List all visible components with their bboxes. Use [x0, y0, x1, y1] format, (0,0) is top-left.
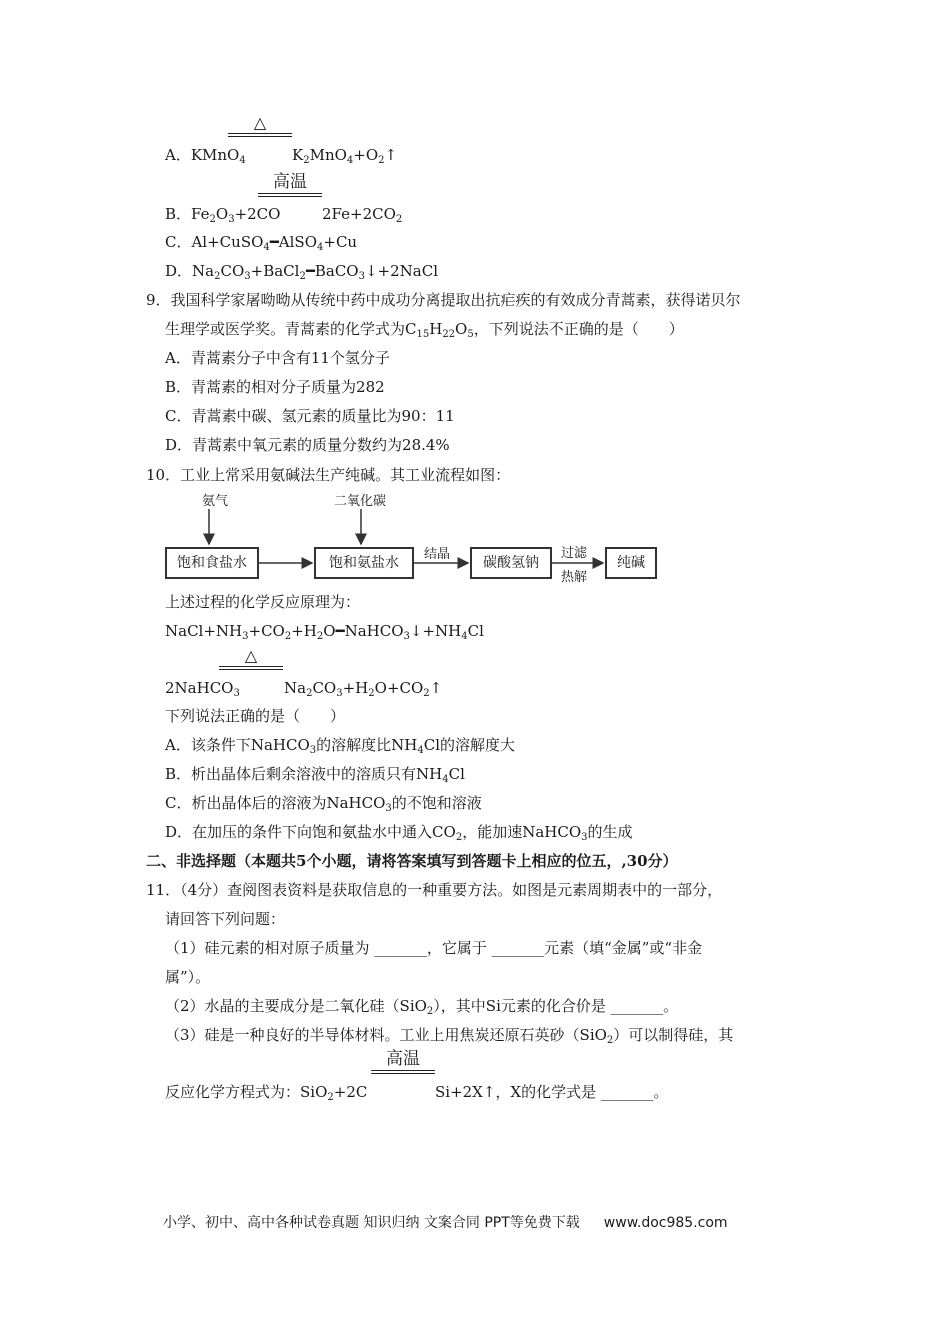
delta-symbol: △	[253, 113, 267, 132]
q9-option-b: B．青蒿素的相对分子质量为282	[165, 378, 385, 396]
q10-option-b: B．析出晶体后剩余溶液中的溶质只有$NH_4Cl$	[165, 765, 465, 785]
q10-option-d: D．在加压的条件下向饱和氨盐水中通入$CO_2$，能加速NaHCO$_3$的生成	[165, 823, 633, 843]
flow-box-saturated-ammonia-brine: 饱和氨盐水	[314, 547, 414, 579]
q10-equation-2-lhs: 2NaHCO$_3$	[165, 679, 240, 699]
heating-condition	[219, 647, 283, 670]
high-temp-condition: 高温	[371, 1049, 435, 1074]
q9-option-c: C．青蒿素中碳、氢元素的质量比为90：11	[165, 407, 455, 425]
q9-option-a: A．青蒿素分子中含有11个氢分子	[165, 349, 390, 367]
footer-text: 小学、初中、高中各种试卷真题 知识归纳 文案合同 PPT等免费下载	[163, 1215, 580, 1231]
q11-part2: （2）水晶的主要成分是二氧化硅（SiO$_2$），其中Si元素的化合价是 _______。	[165, 997, 679, 1017]
q10-principle: 上述过程的化学反应原理为：	[165, 593, 361, 611]
q8-option-a-products: $K_2MnO_4+O_2↑$	[292, 146, 398, 166]
equals-bar	[371, 1070, 435, 1074]
delta-symbol: △	[244, 646, 258, 665]
flow-box-saturated-brine: 饱和食盐水	[165, 547, 259, 579]
flow-box-soda-ash: 纯碱	[605, 547, 657, 579]
q8-option-b-products: $2Fe+2CO_2$	[322, 205, 403, 225]
q9-stem-line1: 9．我国科学家屠呦呦从传统中药中成功分离提取出抗疟疾的有效成分青蒿素，获得诺贝尔	[146, 291, 741, 309]
q11-part3-line2: 反应化学方程式为：SiO$_2$+2C	[165, 1083, 368, 1103]
q11-part3-products: Si+2X↑，X的化学式是 _______。	[435, 1083, 669, 1101]
q11-part1-line1: （1）硅元素的相对原子质量为 _______，它属于 _______元素（填“金属”或“非金	[165, 939, 703, 957]
high-temp-condition: 高温	[258, 172, 322, 197]
q11-part1-line2: 属”）。	[165, 968, 211, 986]
flow-input-ammonia: 氨气	[202, 494, 229, 509]
q11-stem-line1: 11．（4分）查阅图表资料是获取信息的一种重要方法。如图是元素周期表中的一部分，	[146, 881, 723, 899]
flow-label-filter: 过滤	[561, 546, 588, 561]
equals-bar	[219, 666, 283, 670]
q10-equation-2-rhs: $Na_2CO_3+H_2O+CO_2↑$	[284, 679, 443, 699]
q10-option-a: A．该条件下NaHCO$_3$的溶解度比$NH_4Cl$的溶解度大	[165, 736, 516, 756]
flow-label-crystallize: 结晶	[424, 547, 451, 562]
flow-box-sodium-bicarbonate: 碳酸氢钠	[470, 547, 552, 579]
q8-option-a: A．KMnO$_4$	[165, 146, 246, 166]
q8-option-c: C．Al+CuSO$_4$━AlSO$_4$+Cu	[165, 233, 358, 253]
flow-label-pyrolysis: 热解	[561, 570, 588, 585]
q9-stem-line2: 生理学或医学奖。青蒿素的化学式为$C_{15}H_{22}O_5$，下列说法不正确的是（ ）	[165, 320, 684, 340]
flow-arrows	[0, 0, 950, 600]
q8-option-b: B．$Fe_2O_3+2CO$	[165, 205, 281, 225]
q9-option-d: D．青蒿素中氧元素的质量分数约为28.4%	[165, 436, 450, 454]
page-footer	[163, 1212, 728, 1232]
footer-url[interactable]: www.doc985.com	[603, 1215, 728, 1231]
q10-stem: 10．工业上常采用氨碱法生产纯碱。其工业流程如图：	[146, 466, 511, 484]
flow-input-co2: 二氧化碳	[334, 494, 387, 509]
q10-ask: 下列说法正确的是（ ）	[165, 707, 346, 725]
q8-option-d: D．$Na_2CO_3+BaCl_2━BaCO_3↓+2NaCl$	[165, 262, 439, 282]
q11-part3-line1: （3）硅是一种良好的半导体材料。工业上用焦炭还原石英砂（SiO$_2$）可以制得硅，其	[165, 1026, 734, 1046]
q10-option-c: C．析出晶体后的溶液为NaHCO$_3$的不饱和溶液	[165, 794, 482, 814]
section-heading: 二、非选择题（本题共5个小题，请将答案填写到答题卡上相应的位五，,30分）	[146, 852, 678, 870]
q10-equation-1: $NaCl+NH_3+CO_2+H_2O━NaHCO_3↓+NH_4Cl$	[165, 622, 484, 642]
q11-stem-line2: 请回答下列问题：	[165, 910, 286, 928]
